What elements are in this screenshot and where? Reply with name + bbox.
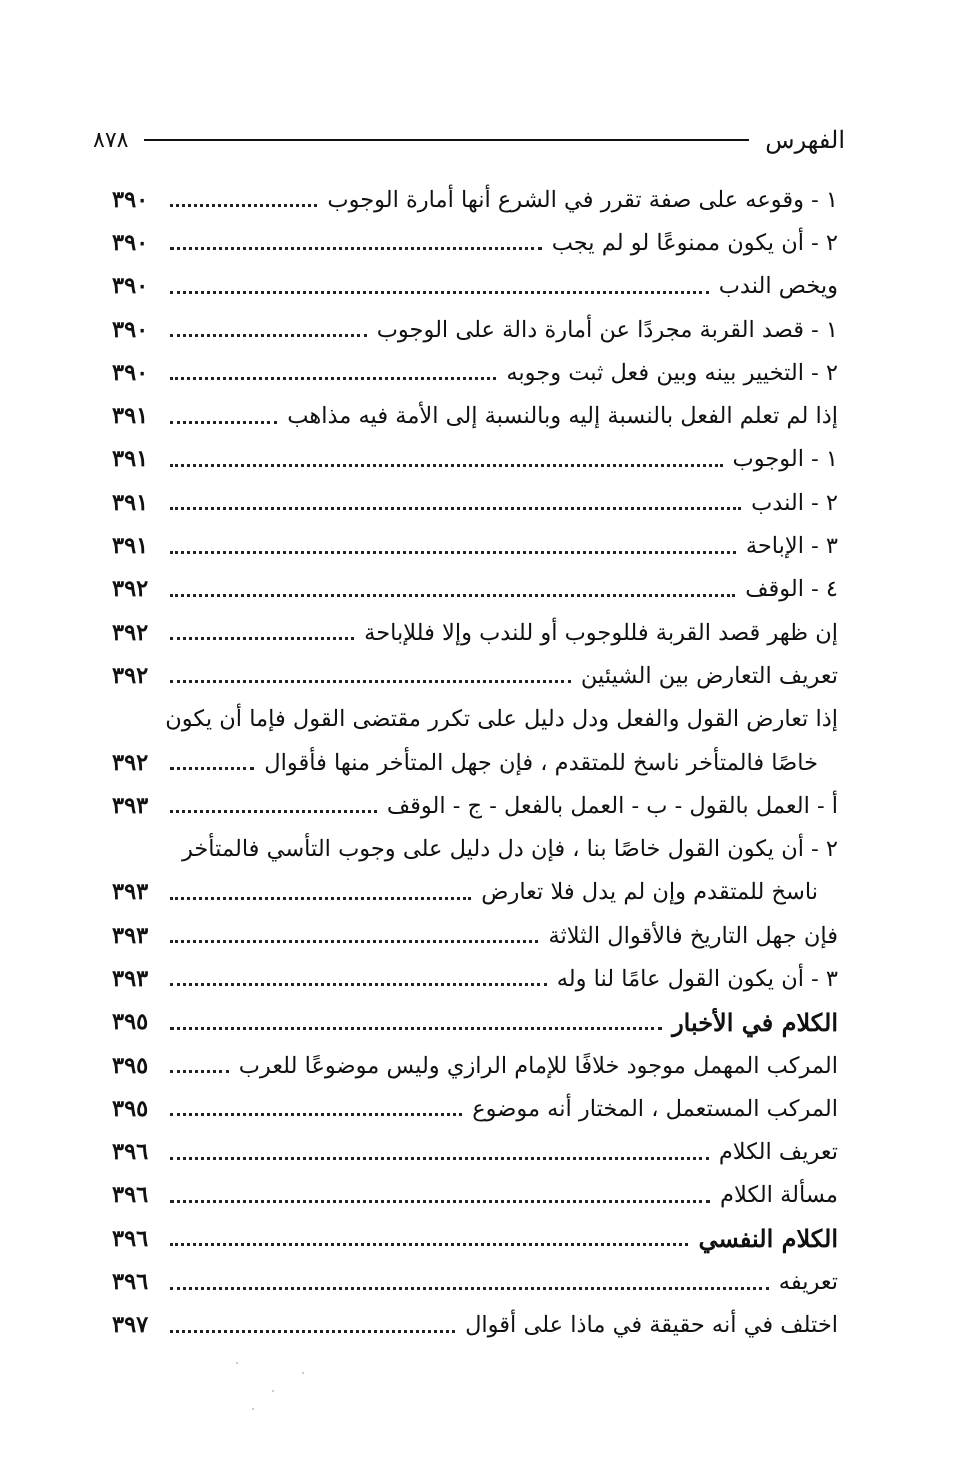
entry-page: ٣٩١ — [112, 403, 149, 430]
dot-leader — [170, 637, 354, 640]
entry-text: ويخص الندب — [718, 273, 838, 300]
index-entry — [112, 481, 838, 524]
dot-leader — [170, 1287, 769, 1290]
dot-leader — [170, 1200, 710, 1203]
dot-leader — [170, 1113, 462, 1116]
dot-leader — [170, 940, 538, 943]
dot-leader — [170, 1243, 688, 1246]
index-entry — [112, 394, 838, 437]
entry-text: المركب المستعمل ، المختار أنه موضوع — [472, 1095, 838, 1122]
entry-text: إذا تعارض القول والفعل ودل دليل على تكرر مقتضى القول فإما أن يكون — [165, 706, 838, 733]
index-entry — [112, 914, 838, 957]
index-entry — [112, 1304, 838, 1347]
index-entry — [112, 1174, 838, 1217]
dot-leader — [170, 464, 723, 467]
entry-text: خاصًا فالمتأخر ناسخ للمتقدم ، فإن جهل المتأخر منها فأقوال — [264, 749, 818, 776]
dot-leader — [170, 291, 709, 294]
entry-text: تعريف التعارض بين الشيئين — [580, 662, 838, 689]
dot-leader — [170, 767, 254, 770]
entry-page: ٣٩٠ — [112, 316, 149, 343]
entry-text: فإن جهل التاريخ فالأقوال الثلاثة — [548, 922, 838, 949]
header-title: الفهرس — [765, 126, 845, 154]
entry-text: مسألة الكلام — [720, 1182, 838, 1209]
entry-text: ٤ - الوقف — [745, 576, 838, 603]
header-rule — [144, 139, 749, 141]
entry-page: ٣٩٣ — [112, 922, 149, 949]
entry-page: ٣٩٦ — [112, 1139, 149, 1166]
header-page-number: ٨٧٨ — [93, 127, 129, 153]
entry-text: ٣ - الإباحة — [745, 533, 838, 560]
entry-text: ٢ - أن يكون القول خاصًا بنا ، فإن دل دليل على وجوب التأسي فالمتأخر — [181, 836, 838, 863]
index-entry — [112, 1260, 838, 1303]
dot-leader — [170, 1027, 662, 1030]
index-entry — [112, 265, 838, 308]
entry-text: إذا لم تعلم الفعل بالنسبة إليه وبالنسبة إلى الأمة فيه مذاهب — [287, 403, 838, 430]
entry-text: الكلام النفسي — [698, 1224, 838, 1254]
index-entry — [112, 178, 838, 221]
dot-leader — [170, 204, 317, 207]
entry-page: ٣٩٠ — [112, 273, 149, 300]
entry-page: ٣٩١ — [112, 533, 149, 560]
dot-leader — [170, 507, 741, 510]
entry-text: ٢ - أن يكون ممنوعًا لو لم يجب — [551, 229, 838, 256]
index-entry-continuation — [112, 871, 838, 914]
index-entry — [112, 351, 838, 394]
entry-text: ١ - قصد القربة مجردًا عن أمارة دالة على الوجوب — [376, 316, 838, 343]
dot-leader — [170, 1070, 229, 1073]
dot-leader — [170, 1330, 455, 1333]
entry-text: المركب المهمل موجود خلافًا للإمام الرازي وليس موضوعًا للعرب — [238, 1052, 838, 1079]
index-entry — [112, 784, 838, 827]
entry-page: ٣٩٥ — [112, 1095, 149, 1122]
dot-leader — [170, 551, 736, 554]
index-entry — [112, 957, 838, 1000]
entry-text: ٢ - التخيير بينه وبين فعل ثبت وجوبه — [506, 359, 838, 386]
entry-page: ٣٩٦ — [112, 1269, 149, 1296]
entry-page: ٣٩٦ — [112, 1225, 149, 1252]
index-entry — [112, 308, 838, 351]
index-section-heading — [112, 1001, 838, 1044]
index-entry — [112, 1087, 838, 1130]
entry-page: ٣٩٥ — [112, 1009, 149, 1036]
entry-page: ٣٩٣ — [112, 879, 149, 906]
dot-leader — [170, 1157, 709, 1160]
entry-page: ٣٩٢ — [112, 619, 149, 646]
dot-leader — [170, 334, 367, 337]
index-entry — [112, 611, 838, 654]
entry-page: ٣٩٠ — [112, 229, 149, 256]
index-entry-multiline-start — [112, 827, 838, 870]
entry-page: ٣٩٢ — [112, 662, 149, 689]
dot-leader — [170, 897, 471, 900]
entry-page: ٣٩٧ — [112, 1312, 149, 1339]
index-entry-continuation — [112, 741, 838, 784]
entry-text: تعريف الكلام — [718, 1139, 838, 1166]
index-entry — [112, 1131, 838, 1174]
index-entry — [112, 568, 838, 611]
dot-leader — [170, 377, 496, 380]
entry-text: تعريفه — [778, 1269, 838, 1296]
index-entries — [112, 178, 838, 1347]
index-entry — [112, 654, 838, 697]
entry-text: أ - العمل بالقول - ب - العمل بالفعل - ج - الوقف — [386, 792, 838, 819]
index-entry — [112, 438, 838, 481]
dot-leader — [170, 680, 571, 683]
entry-text: ٣ - أن يكون القول عامًا لنا وله — [556, 965, 838, 992]
entry-page: ٣٩١ — [112, 489, 149, 516]
entry-page: ٣٩٠ — [112, 186, 149, 213]
entry-page: ٣٩١ — [112, 446, 149, 473]
index-entry-multiline-start — [112, 698, 838, 741]
index-entry — [112, 524, 838, 567]
entry-text: اختلف في أنه حقيقة في ماذا على أقوال — [465, 1312, 838, 1339]
dot-leader — [170, 983, 547, 986]
entry-page: ٣٩٢ — [112, 576, 149, 603]
entry-text: ١ - الوجوب — [732, 446, 838, 473]
dot-leader — [170, 421, 277, 424]
entry-page: ٣٩٣ — [112, 965, 149, 992]
dot-leader — [170, 594, 735, 597]
entry-page: ٣٩٢ — [112, 749, 149, 776]
entry-page: ٣٩٠ — [112, 359, 149, 386]
entry-text: الكلام في الأخبار — [672, 1007, 838, 1037]
entry-page: ٣٩٥ — [112, 1052, 149, 1079]
dot-leader — [170, 810, 377, 813]
index-entry — [112, 221, 838, 264]
entry-page: ٣٩٦ — [112, 1182, 149, 1209]
entry-text: ١ - وقوعه على صفة تقرر في الشرع أنها أمارة الوجوب — [327, 186, 838, 213]
running-header — [93, 120, 845, 160]
entry-text: إن ظهر قصد القربة فللوجوب أو للندب وإلا فللإباحة — [364, 619, 838, 646]
entry-text: ناسخ للمتقدم وإن لم يدل فلا تعارض — [481, 879, 818, 906]
index-section-heading — [112, 1217, 838, 1260]
scan-specks — [232, 1360, 322, 1420]
index-entry — [112, 1044, 838, 1087]
entry-text: ٢ - الندب — [751, 489, 838, 516]
entry-page: ٣٩٣ — [112, 792, 149, 819]
dot-leader — [170, 247, 542, 250]
